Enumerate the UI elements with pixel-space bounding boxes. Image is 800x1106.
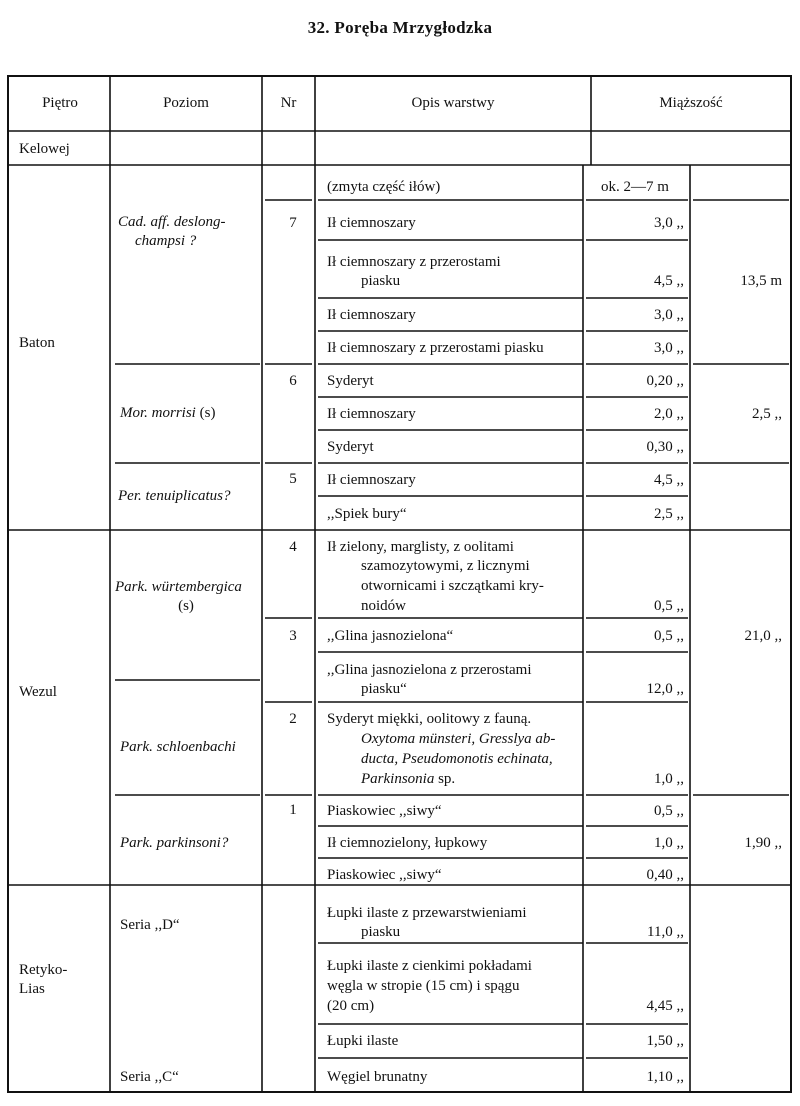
row-thickness: 0,20 ,, — [646, 373, 684, 389]
row-desc: Łupki ilaste z przewarstwieniami — [327, 905, 527, 921]
nr-6: 6 — [289, 373, 297, 389]
nr-7: 7 — [289, 215, 297, 231]
row-desc: ,,Glina jasnozielona“ — [327, 628, 454, 644]
stage-baton: Baton — [19, 335, 55, 351]
row-desc: Ił ciemnozielony, łupkowy — [327, 835, 488, 851]
row-thickness: 12,0 ,, — [646, 681, 684, 697]
stage-lias: Lias — [19, 981, 45, 997]
row-thickness: 1,10 ,, — [646, 1069, 684, 1085]
row-thickness: 4,5 ,, — [654, 273, 684, 289]
row-thickness: 1,0 ,, — [654, 835, 684, 851]
row-desc: (zmyta część iłów) — [327, 179, 441, 195]
row-thickness: 11,0 ,, — [647, 924, 684, 940]
nr-4: 4 — [289, 539, 297, 555]
row-desc: Łupki ilaste z cienkimi pokładami — [327, 958, 532, 974]
level-seria-c: Seria ,,C“ — [120, 1069, 179, 1085]
header-nr: Nr — [280, 95, 297, 111]
row-thickness: 1,0 ,, — [654, 771, 684, 787]
row-desc: Syderyt — [327, 439, 374, 455]
level-parkin: Park. parkinsoni? — [120, 835, 229, 851]
row-thickness: 0,40 ,, — [646, 867, 684, 883]
row-thickness: 4,45 ,, — [646, 998, 684, 1014]
row-thickness: ok. 2—7 m — [601, 179, 669, 195]
row-desc: Ił ciemnoszary z przerostami — [327, 254, 501, 270]
nr-3: 3 — [289, 628, 297, 644]
row-desc: ducta, Pseudomonotis echinata, — [361, 751, 553, 767]
row-desc: Ił ciemnoszary z przerostami piasku — [327, 340, 544, 356]
row-thickness: 4,5 ,, — [654, 472, 684, 488]
row-desc: Ił zielony, marglisty, z oolitami — [327, 539, 514, 555]
row-desc: ,,Glina jasnozielona z przerostami — [327, 662, 532, 678]
nr-2: 2 — [289, 711, 297, 727]
level-mor-suffix: (s) — [195, 405, 216, 421]
level-mor — [120, 404, 215, 423]
row-thickness: 0,5 ,, — [654, 628, 684, 644]
total-thickness: 13,5 m — [740, 273, 782, 289]
row-thickness: 2,5 ,, — [654, 506, 684, 522]
row-desc: Ił ciemnoszary — [327, 472, 416, 488]
header-opis: Opis warstwy — [411, 95, 495, 111]
row-desc: Syderyt miękki, oolitowy z fauną. — [327, 711, 532, 727]
row-desc: (20 cm) — [327, 998, 375, 1014]
row-desc: piasku — [361, 273, 401, 289]
row-thickness: 3,0 ,, — [654, 307, 684, 323]
row-thickness: 3,0 ,, — [654, 340, 684, 356]
stage-kelowej: Kelowej — [19, 141, 70, 157]
level-per: Per. tenuiplicatus? — [118, 488, 231, 504]
stage-wezul: Wezul — [19, 684, 57, 700]
level-cad-line1: Cad. aff. deslong- — [118, 214, 226, 230]
row-desc: piasku — [361, 924, 401, 940]
level-schloen: Park. schloenbachi — [120, 739, 236, 755]
header-pietro: Piętro — [42, 95, 78, 111]
total-thickness: 21,0 ,, — [744, 628, 782, 644]
level-wurt-line2: (s) — [178, 598, 194, 614]
genus-name: Parkinsonia — [361, 771, 435, 787]
total-thickness: 2,5 ,, — [752, 406, 782, 422]
row-desc: Piaskowiec ,,siwy“ — [327, 867, 442, 883]
row-desc: otwornicami i szczątkami kry- — [361, 578, 544, 594]
row-desc: Piaskowiec ,,siwy“ — [327, 803, 442, 819]
row-desc: Łupki ilaste — [327, 1033, 399, 1049]
row-thickness: 1,50 ,, — [646, 1033, 684, 1049]
row-desc: szamozytowymi, z licznymi — [361, 558, 530, 574]
level-cad-line2: champsi ? — [135, 233, 197, 249]
row-desc — [361, 770, 455, 789]
row-desc: Węgiel brunatny — [327, 1069, 428, 1085]
header-poziom: Poziom — [163, 95, 209, 111]
page-title: 32. Poręba Mrzygłodzka — [307, 18, 493, 37]
row-thickness: 2,0 ,, — [654, 406, 684, 422]
row-desc: piasku“ — [361, 681, 407, 697]
level-mor-name: Mor. morrisi — [120, 405, 196, 421]
row-desc: Ił ciemnoszary — [327, 307, 416, 323]
row-desc: Oxytoma münsteri, Gresslya ab- — [361, 731, 556, 747]
row-thickness: 0,30 ,, — [646, 439, 684, 455]
row-thickness: 0,5 ,, — [654, 803, 684, 819]
row-thickness: 3,0 ,, — [654, 215, 684, 231]
nr-1: 1 — [289, 802, 297, 818]
row-desc: noidów — [361, 598, 406, 614]
species-abbr: sp. — [434, 771, 456, 787]
row-desc: Ił ciemnoszary — [327, 406, 416, 422]
row-desc: Ił ciemnoszary — [327, 215, 416, 231]
row-thickness: 0,5 ,, — [654, 598, 684, 614]
level-seria-d: Seria ,,D“ — [120, 917, 180, 933]
stage-retyko: Retyko- — [19, 962, 68, 978]
row-desc: ,,Spiek bury“ — [327, 506, 407, 522]
nr-5: 5 — [289, 471, 297, 487]
row-desc: węgla w stropie (15 cm) i spągu — [327, 978, 520, 994]
row-desc: Syderyt — [327, 373, 374, 389]
level-wurt-line1: Park. würtembergica — [115, 579, 242, 595]
header-miazszosc: Miąższość — [659, 95, 723, 111]
total-thickness: 1,90 ,, — [744, 835, 782, 851]
